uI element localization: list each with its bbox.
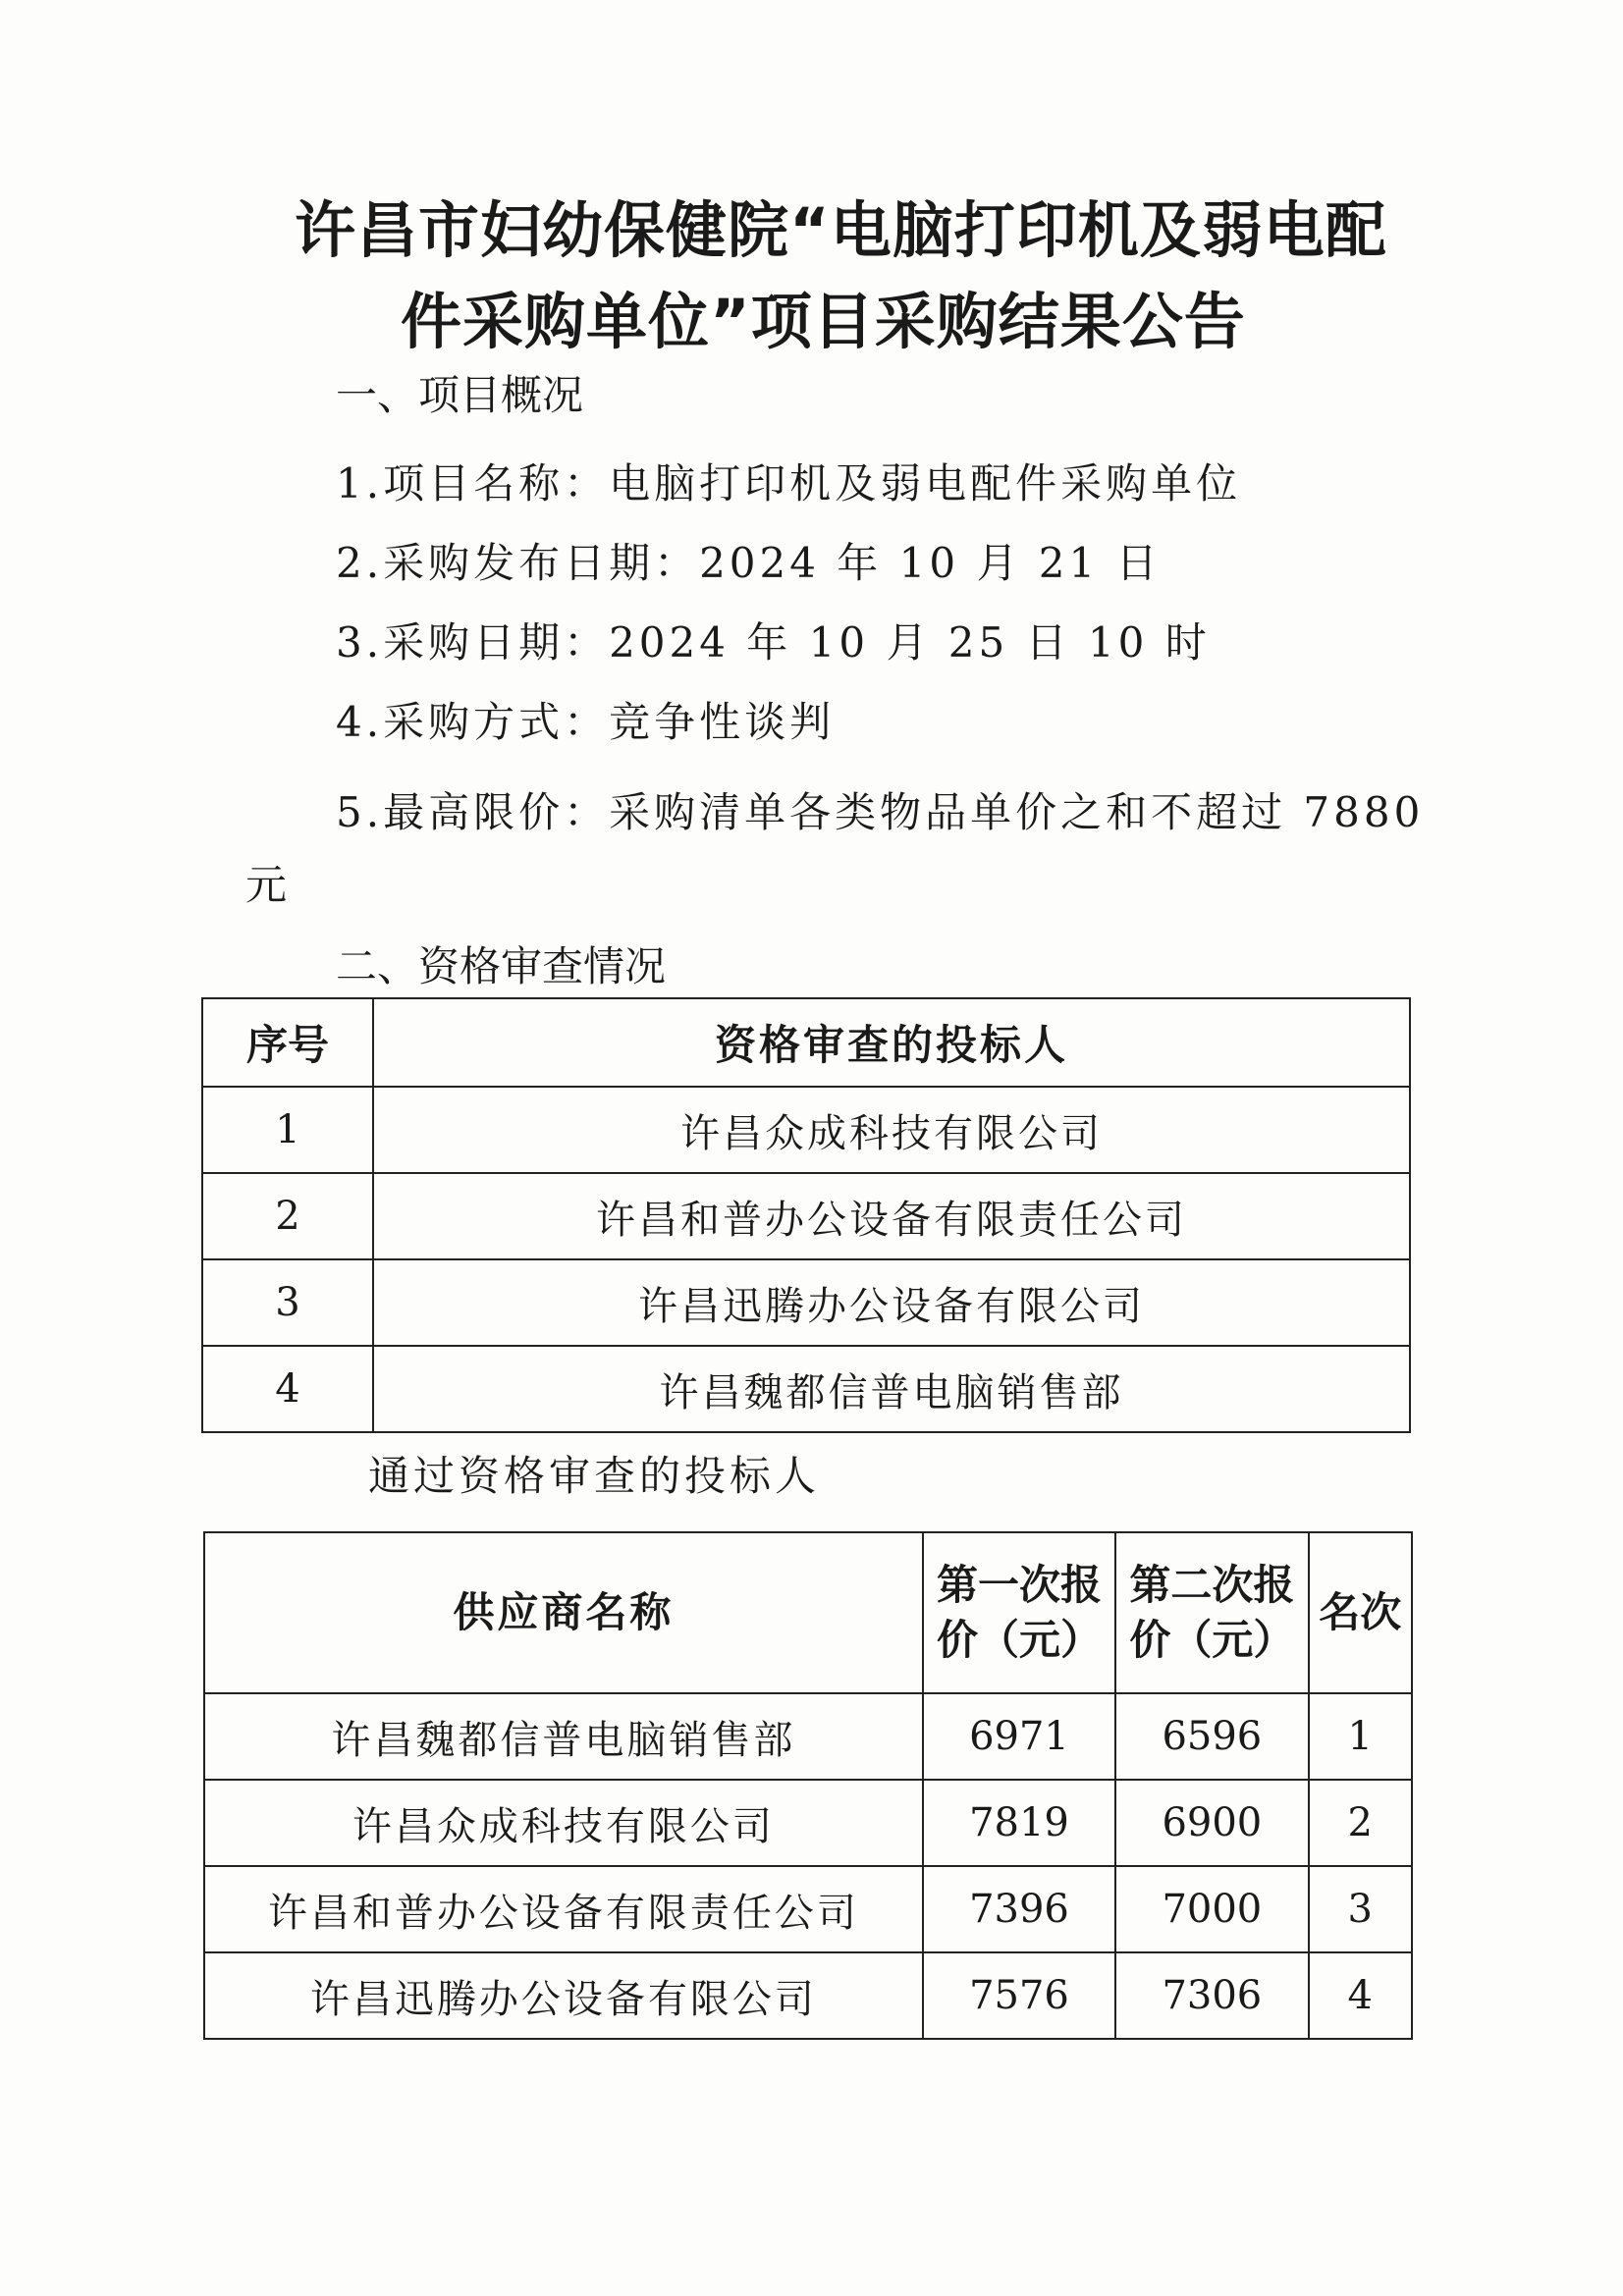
document-title-line1: 许昌市妇幼保健院“电脑打印机及弱电配 xyxy=(295,194,1387,266)
table-row xyxy=(202,1259,1410,1346)
row-first-quote: 7576 xyxy=(923,1952,1115,2039)
row-second-quote: 7000 xyxy=(1115,1866,1308,1952)
passed-bidders-label: 通过资格审查的投标人 xyxy=(368,1452,821,1500)
row-second-quote: 7306 xyxy=(1115,1952,1308,2039)
table-row xyxy=(202,1087,1410,1173)
item-publish-date: 2.采购发布日期：2024 年 10 月 21 日 xyxy=(336,539,1162,587)
row-first-quote: 7396 xyxy=(923,1866,1115,1952)
item-max-price: 5.最高限价：采购清单各类物品单价之和不超过 7880 xyxy=(336,788,1425,836)
row-bidder: 许昌众成科技有限公司 xyxy=(373,1087,1410,1173)
column-header-rank: 名次 xyxy=(1309,1532,1412,1693)
row-supplier: 许昌魏都信普电脑销售部 xyxy=(204,1693,923,1780)
row-index: 3 xyxy=(202,1259,373,1346)
item-procurement-method: 4.采购方式：竞争性谈判 xyxy=(336,698,836,746)
row-supplier: 许昌和普办公设备有限责任公司 xyxy=(204,1866,923,1952)
table-row xyxy=(204,1780,1412,1866)
column-header-index: 序号 xyxy=(202,998,373,1087)
column-header-supplier: 供应商名称 xyxy=(204,1532,923,1693)
row-supplier: 许昌迅腾办公设备有限公司 xyxy=(204,1952,923,2039)
section-heading-overview: 一、项目概况 xyxy=(336,371,584,419)
row-index: 1 xyxy=(202,1087,373,1173)
item-max-price-unit: 元 xyxy=(245,861,292,909)
row-second-quote: 6900 xyxy=(1115,1780,1308,1866)
column-header-second-quote: 第二次报价（元） xyxy=(1115,1532,1308,1693)
row-second-quote: 6596 xyxy=(1115,1693,1308,1780)
table-row xyxy=(204,1693,1412,1780)
row-first-quote: 6971 xyxy=(923,1693,1115,1780)
row-first-quote: 7819 xyxy=(923,1780,1115,1866)
item-project-name: 1.项目名称：电脑打印机及弱电配件采购单位 xyxy=(336,459,1242,507)
row-index: 4 xyxy=(202,1346,373,1432)
qualification-table xyxy=(201,997,1411,1433)
section-heading-qualification: 二、资格审查情况 xyxy=(336,942,667,990)
table-header-row xyxy=(204,1532,1412,1693)
row-bidder: 许昌魏都信普电脑销售部 xyxy=(373,1346,1410,1432)
table-row xyxy=(204,1952,1412,2039)
row-rank: 1 xyxy=(1309,1693,1412,1780)
row-supplier: 许昌众成科技有限公司 xyxy=(204,1780,923,1866)
row-index: 2 xyxy=(202,1173,373,1259)
table-row xyxy=(202,1346,1410,1432)
row-rank: 3 xyxy=(1309,1866,1412,1952)
column-header-first-quote: 第一次报价（元） xyxy=(923,1532,1115,1693)
row-bidder: 许昌和普办公设备有限责任公司 xyxy=(373,1173,1410,1259)
quotation-table xyxy=(203,1531,1413,2040)
document-title-line2: 件采购单位”项目采购结果公告 xyxy=(401,286,1246,357)
row-rank: 4 xyxy=(1309,1952,1412,2039)
table-row xyxy=(202,1173,1410,1259)
table-row xyxy=(204,1866,1412,1952)
row-bidder: 许昌迅腾办公设备有限公司 xyxy=(373,1259,1410,1346)
item-procurement-date: 3.采购日期：2024 年 10 月 25 日 10 时 xyxy=(336,618,1211,667)
row-rank: 2 xyxy=(1309,1780,1412,1866)
column-header-bidder: 资格审查的投标人 xyxy=(373,998,1410,1087)
table-header-row xyxy=(202,998,1410,1087)
